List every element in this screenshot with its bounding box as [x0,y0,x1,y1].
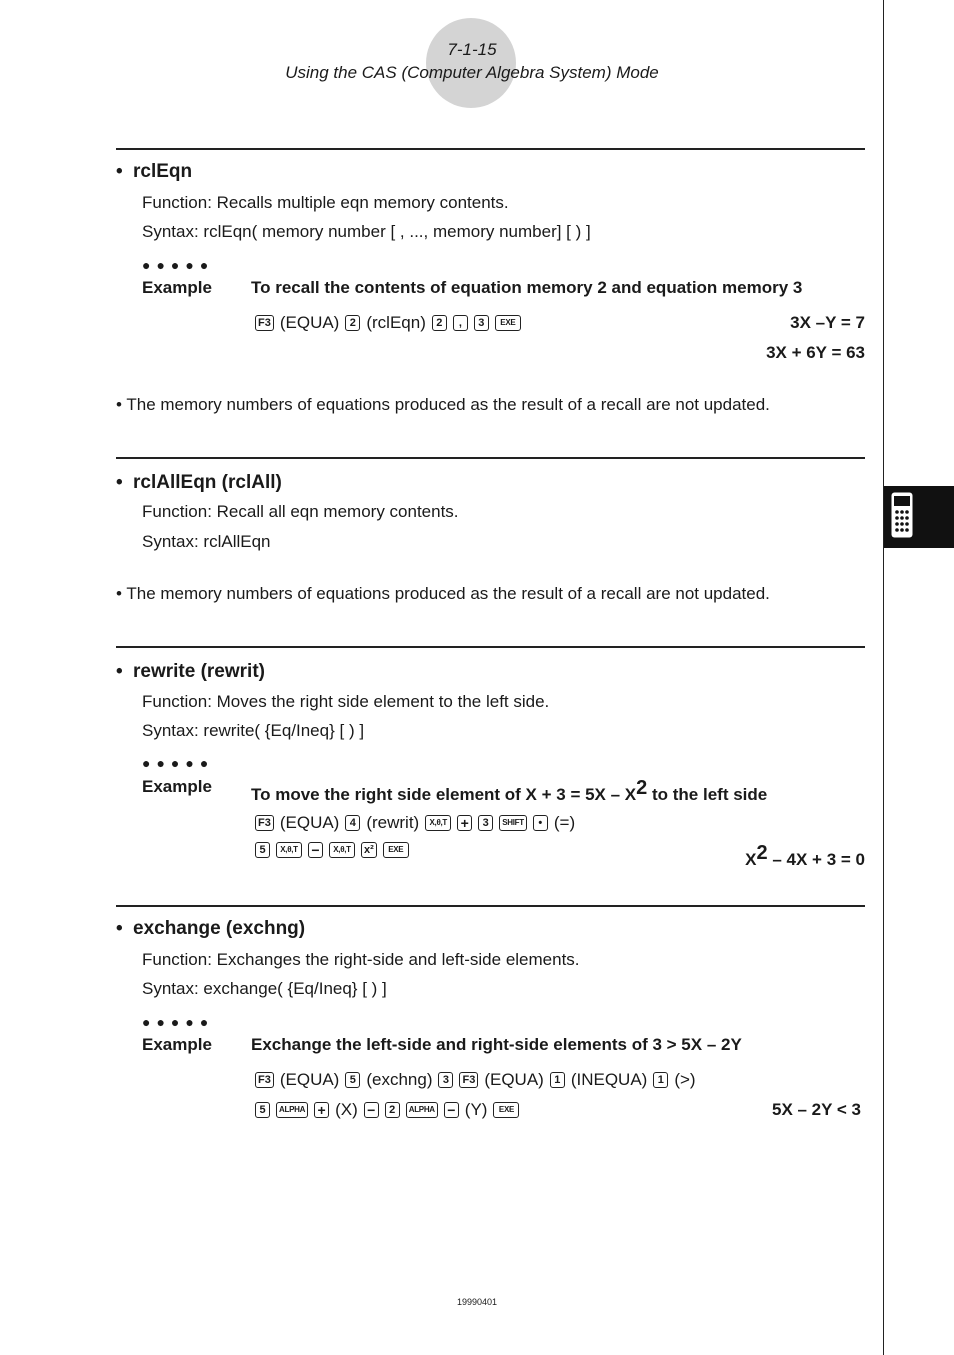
key-caption: (EQUA) [279,813,340,832]
key-sequence [255,313,521,333]
key-4-icon: 4 [345,815,360,831]
f3-key-icon: F3 [255,815,274,831]
key-sequence [255,842,409,858]
x-theta-t-key-icon: X,θ,T [425,815,451,831]
comma-key-icon: , [453,315,468,331]
key-3-icon: 3 [474,315,489,331]
f3-key-icon: F3 [459,1072,478,1088]
margin-rule [883,0,884,1355]
syntax-text: Syntax: rewrite( {Eq/Ineq} [ ) ] [142,721,365,740]
footer-code: 19990401 [456,1297,498,1307]
key-3-icon: 3 [478,815,493,831]
key-3-icon: 3 [438,1072,453,1088]
page-subtitle: Using the CAS (Computer Algebra System) Mode [285,63,659,82]
f3-key-icon: F3 [255,1072,274,1088]
plus-key-icon: + [457,815,472,831]
exe-key-icon: EXE [495,315,521,331]
key-sequence [255,813,575,833]
minus-key-icon: − [308,842,323,858]
key-5-icon: 5 [345,1072,360,1088]
key-sequence [255,1100,519,1120]
alpha-key-icon: ALPHA [406,1102,438,1118]
key-2-icon: 2 [385,1102,400,1118]
section-divider [116,646,865,648]
example-label: Example [142,1035,212,1054]
section-title: • rclAllEqn (rclAll) [116,472,282,493]
decimal-point-key-icon: • [533,815,548,831]
key-caption: (INEQUA) [570,1070,648,1089]
section-title: • rewrite (rewrit) [116,661,265,682]
page-number: 7-1-15 [447,40,497,59]
example-dots-icon: ●●●●● [142,1014,215,1030]
f3-key-icon: F3 [255,315,274,331]
key-5-icon: 5 [255,842,270,858]
exe-key-icon: EXE [493,1102,519,1118]
bullet-icon: • [116,472,123,493]
syntax-text: Syntax: exchange( {Eq/Ineq} [ ) ] [142,979,387,998]
section-title: • rclEqn [116,161,193,182]
x-theta-t-key-icon: X,θ,T [329,842,355,858]
example-description: To move the right side element of $X + 3 = 5X - X^2$ to the left side [251,777,768,804]
section-title: • exchange (exchng) [116,918,306,939]
key-2-icon: 2 [432,315,447,331]
key-caption: (Y) [464,1100,488,1119]
bullet-icon: • [116,161,123,182]
example-result: $X^2 - 4X + 3 = 0$ [745,842,865,869]
square-key-icon: x² [361,842,377,858]
key-sequence [255,1070,696,1090]
key-2-icon: 2 [345,315,360,331]
minus-key-icon: − [444,1102,459,1118]
key-caption: (exchng) [366,1070,433,1089]
key-caption: (EQUA) [279,1070,340,1089]
key-caption: (X) [335,1100,358,1119]
function-text: Function: Moves the right side element to the left side. [142,692,550,711]
bullet-icon: • [116,918,123,939]
key-caption: (EQUA) [279,313,340,332]
exe-key-icon: EXE [383,842,409,858]
example-result: 3X –Y = 7 [790,313,865,332]
example-result: 5X – 2Y < 3 [771,1100,861,1119]
syntax-text: Syntax: rclAllEqn [142,532,271,551]
example-dots-icon: ●●●●● [142,755,215,771]
example-label: Example [142,777,212,796]
function-text: Function: Recall all eqn memory contents. [142,502,459,521]
function-text: Function: Recalls multiple eqn memory contents. [142,193,509,212]
alpha-key-icon: ALPHA [276,1102,308,1118]
example-result: 3X + 6Y = 63 [766,343,865,362]
section-divider [116,148,865,150]
example-label: Example [142,278,212,297]
example-dots-icon: ●●●●● [142,257,215,273]
function-text: Function: Exchanges the right-side and left-side elements. [142,950,580,969]
minus-key-icon: − [364,1102,379,1118]
bullet-icon: • [116,661,123,682]
plus-key-icon: + [314,1102,329,1118]
example-description: Exchange the left-side and right-side elements of 3 > 5X – 2Y [251,1035,742,1054]
syntax-text: Syntax: rclEqn( memory number [ , ..., memory number] [ ) ] [142,222,591,241]
note-text: • The memory numbers of equations produced as the result of a recall are not updated. [116,584,770,603]
key-1-icon: 1 [653,1072,668,1088]
key-1-icon: 1 [550,1072,565,1088]
key-caption: (rewrit) [366,813,420,832]
example-description: To recall the contents of equation memory 2 and equation memory 3 [251,278,803,297]
note-text: • The memory numbers of equations produced as the result of a recall are not updated. [116,395,770,414]
key-caption: (>) [674,1070,696,1089]
section-divider [116,905,865,907]
section-divider [116,457,865,459]
key-caption: (=) [553,813,576,832]
shift-key-icon: SHIFT [499,815,527,831]
key-caption: (EQUA) [484,1070,544,1089]
calculator-icon [891,492,913,538]
key-5-icon: 5 [255,1102,270,1118]
x-theta-t-key-icon: X,θ,T [276,842,302,858]
key-caption: (rclEqn) [366,313,426,332]
